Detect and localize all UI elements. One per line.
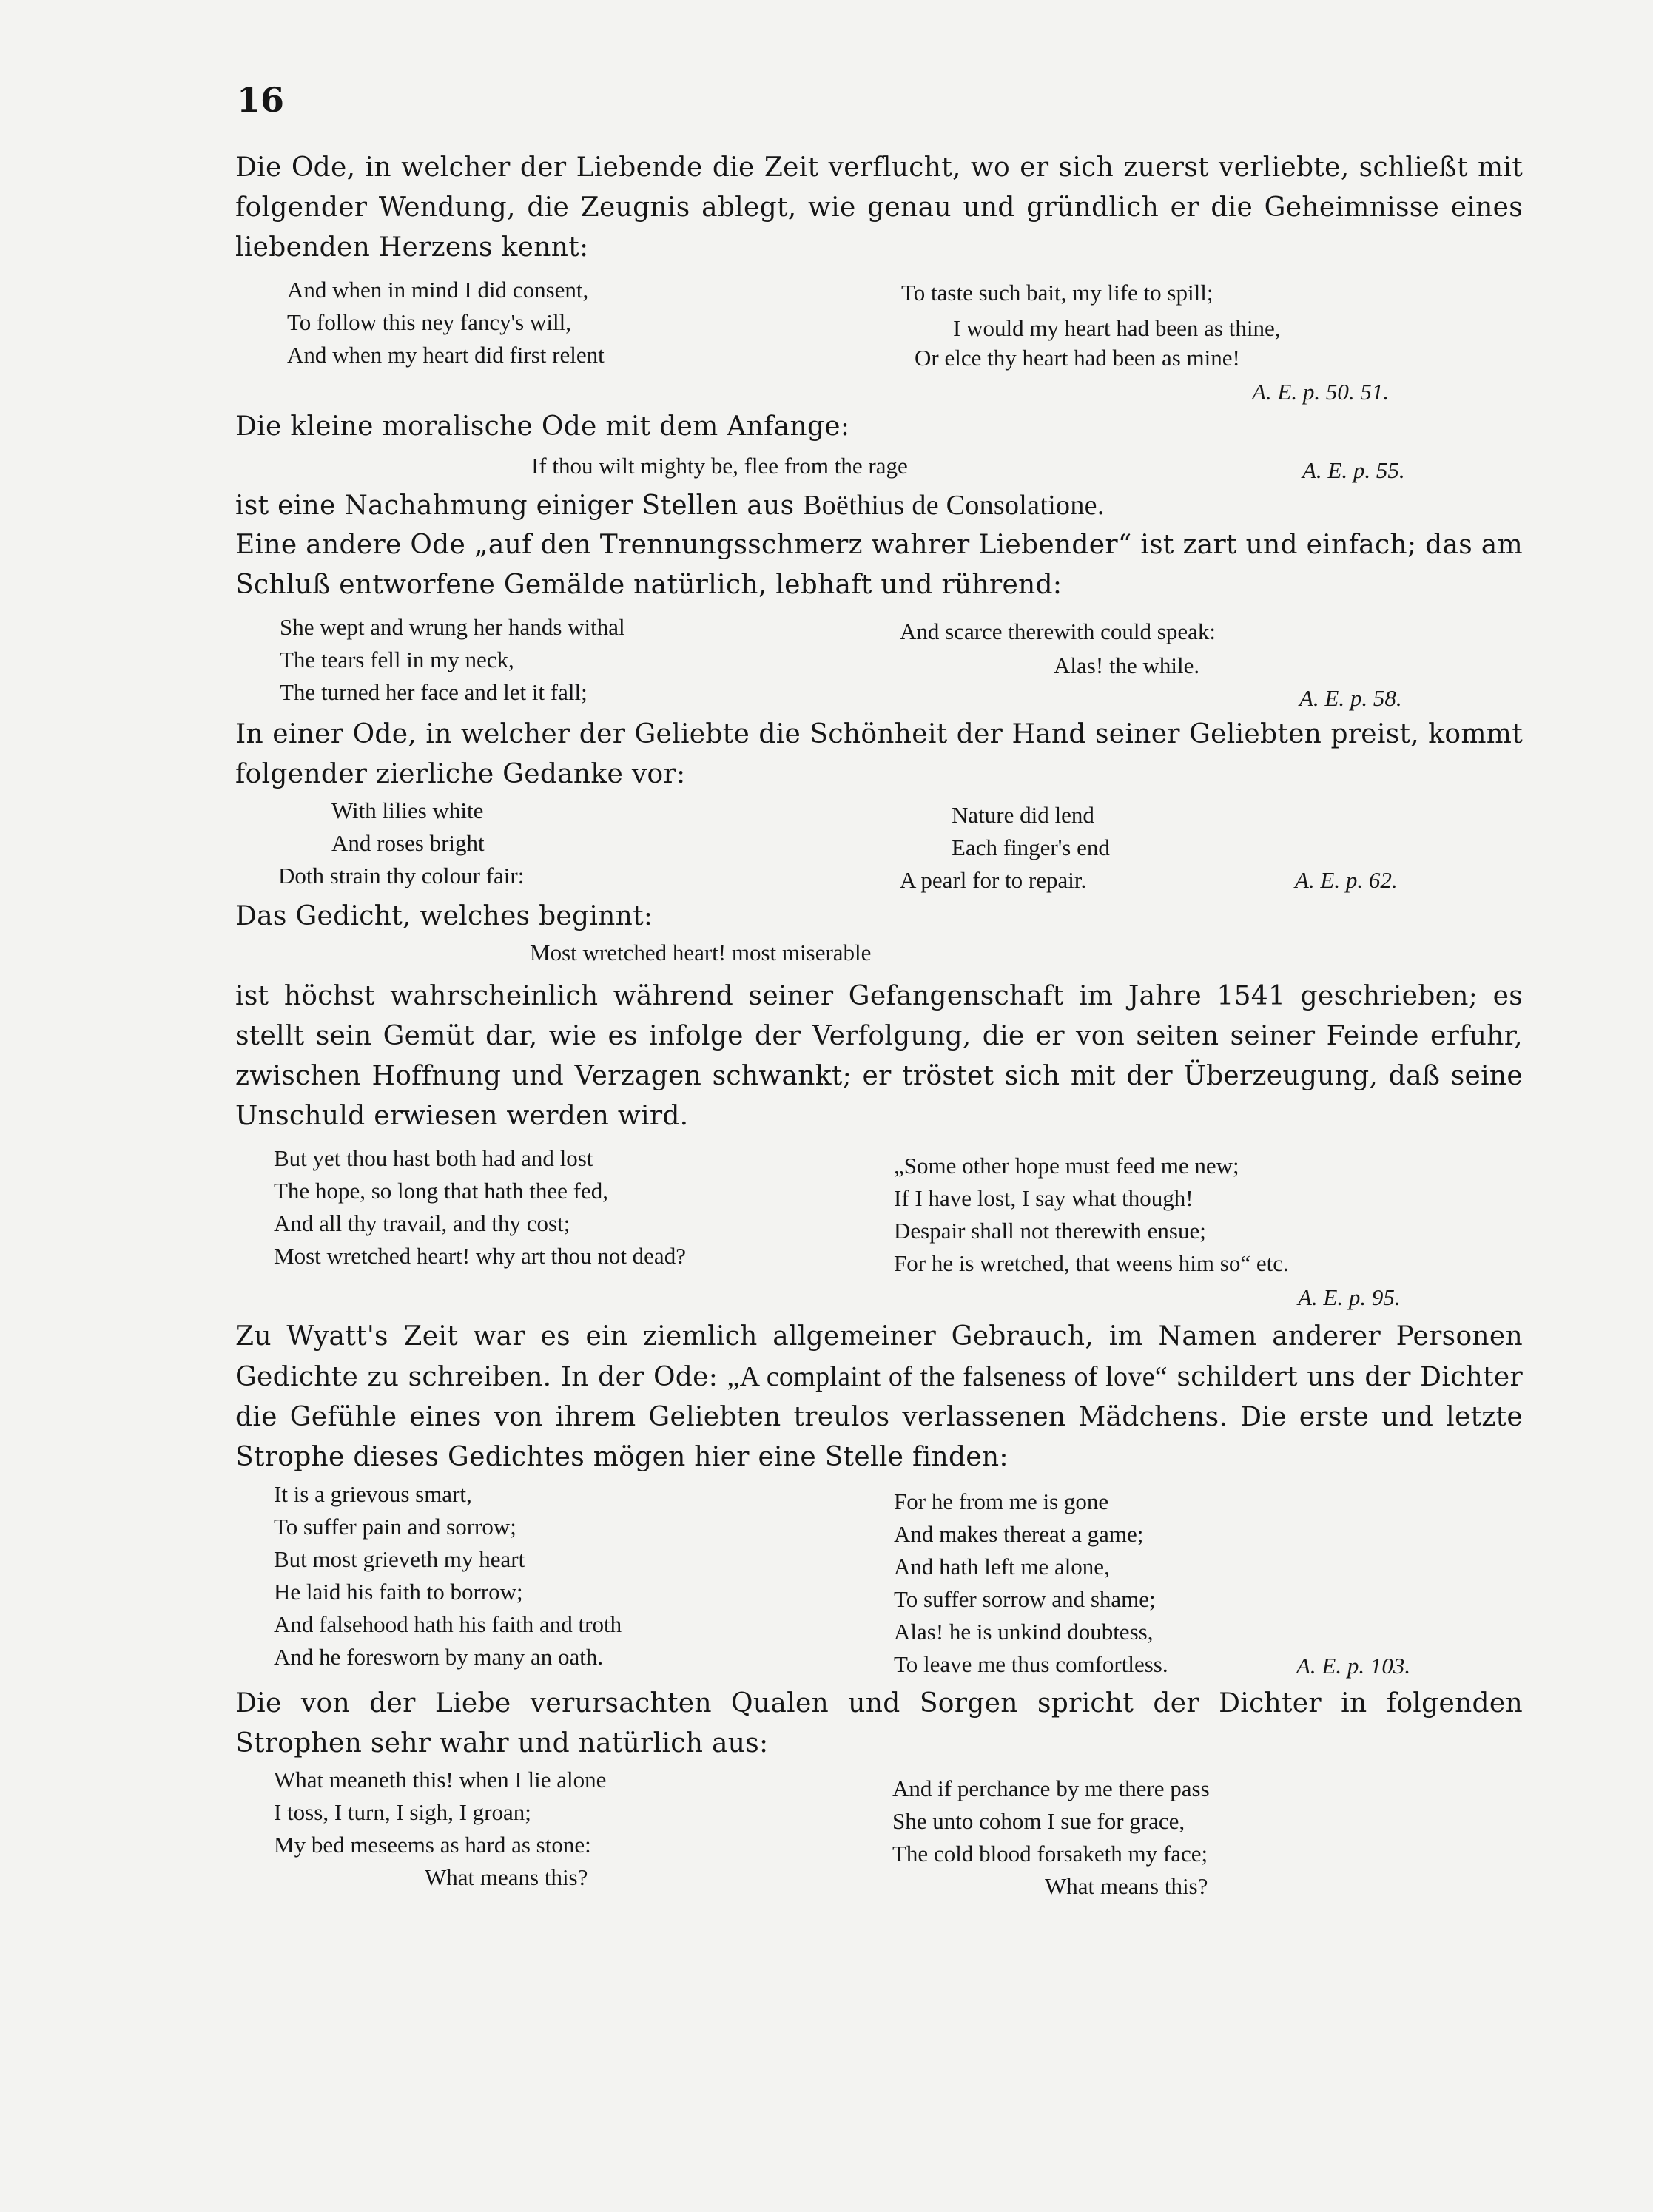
paragraph-1: Die Ode, in welcher der Liebende die Zeit verflucht, wo er sich zuerst verliebte, schließt mit folgender Wendung, die Zeugnis ablegt, wie genau und gründlich er die Geheimnisse eines liebenden Herzens kennt: (235, 152, 1523, 263)
verse-line: Alas! he is unkind doubtess, (894, 1619, 1154, 1645)
verse-line: Most wretched heart! why art thou not dead? (274, 1243, 686, 1269)
paragraph-text: Zu Wyatt's Zeit war es ein ziemlich allgemeiner Gebrauch, im Namen anderer Personen Gedichte zu schreiben. In der Ode: (235, 1321, 1523, 1392)
verse-line: To follow this ney fancy's will, (287, 309, 571, 335)
verse-line: And scarce therewith could speak: (900, 618, 1216, 644)
reference: A. E. p. 55. (1302, 457, 1405, 483)
verse-line: With lilies white (331, 798, 484, 823)
verse-line: And if perchance by me there pass (892, 1776, 1210, 1801)
verse-line: What meaneth this! when I lie alone (274, 1767, 607, 1793)
verse-line: Nature did lend (952, 802, 1094, 828)
paragraph-6: Das Gedicht, welches beginnt: (235, 901, 653, 931)
verse-line: And when my heart did first relent (287, 342, 605, 368)
paragraph-8 (235, 1317, 1523, 1477)
verse-line: To taste such bait, my life to spill; (901, 280, 1213, 306)
verse-line: It is a grievous smart, (274, 1481, 472, 1507)
verse-line: And hath left me alone, (894, 1554, 1110, 1579)
work-title: „A complaint of the falseness of love“ (727, 1361, 1168, 1392)
reference: A. E. p. 58. (1299, 685, 1402, 711)
verse-line: Most wretched heart! most miserable (530, 940, 872, 965)
verse-line: To leave me thus comfortless. (894, 1651, 1168, 1677)
verse-line: And when in mind I did consent, (287, 277, 589, 303)
verse-line: My bed meseems as hard as stone: (274, 1832, 591, 1858)
paragraph-text: schildert uns der Dichter die Gefühle eines von ihrem Geliebten treulos verlassenen Mädchens. Die erste und letzte Strophe dieses Gedichtes mögen hier eine Stelle finden: (235, 1362, 1523, 1472)
verse-line: The turned her face and let it fall; (280, 679, 588, 705)
verse-line: I toss, I turn, I sigh, I groan; (274, 1799, 531, 1825)
verse-line: But yet thou hast both had and lost (274, 1145, 593, 1171)
paragraph-4: Eine andere Ode „auf den Trennungsschmerz wahrer Liebender“ ist zart und einfach; das am Schluß entworfene Gemälde natürlich, lebhaft und rührend: (235, 530, 1523, 600)
verse-refrain: What means this? (1045, 1873, 1208, 1899)
paragraph-text: ist eine Nachahmung einiger Stellen aus (235, 490, 795, 521)
verse-line: She wept and wrung her hands withal (280, 614, 625, 640)
verse-line: And roses bright (331, 830, 485, 856)
verse-line: If I have lost, I say what though! (894, 1185, 1194, 1211)
verse-line: For he from me is gone (894, 1488, 1109, 1514)
verse-line: And all thy travail, and thy cost; (274, 1210, 570, 1236)
reference: A. E. p. 95. (1298, 1284, 1401, 1310)
verse-line: Each finger's end (952, 834, 1110, 860)
paragraph-7: ist höchst wahrscheinlich während seiner Gefangenschaft im Jahre 1541 geschrieben; es stellt sein Gemüt dar, wie es infolge der Verfolgung, die er von seiten seiner Feinde erfuhr, zwischen Hoffnung und Verzagen schwankt; er tröstet sich mit der Überzeugung, daß seine Unschuld erwiesen werden wird. (235, 981, 1523, 1131)
verse-line: „Some other hope must feed me new; (894, 1153, 1239, 1179)
verse-line: She unto cohom I sue for grace, (892, 1808, 1185, 1834)
reference: A. E. p. 50. 51. (1252, 379, 1390, 405)
paragraph-2: Die kleine moralische Ode mit dem Anfange: (235, 411, 850, 442)
verse-line: But most grieveth my heart (274, 1546, 525, 1572)
verse-line: And falsehood hath his faith and troth (274, 1611, 622, 1637)
page-number: 16 (237, 80, 285, 120)
reference: A. E. p. 103. (1296, 1653, 1411, 1679)
paragraph-9: Die von der Liebe verursachten Qualen und Sorgen spricht der Dichter in folgenden Strophen sehr wahr und natürlich aus: (235, 1688, 1523, 1759)
verse-line: And he foresworn by many an oath. (274, 1644, 604, 1670)
verse-line: He laid his faith to borrow; (274, 1579, 523, 1605)
verse-line: If thou wilt mighty be, flee from the rage (531, 453, 908, 479)
verse-line: Alas! the while. (1054, 653, 1200, 678)
verse-line: The hope, so long that hath thee fed, (274, 1178, 608, 1204)
work-title: Boëthius de Consolatione. (803, 490, 1105, 521)
verse-line: Or elce thy heart had been as mine! (915, 345, 1240, 371)
verse-line: Doth strain thy colour fair: (278, 863, 525, 888)
verse-line: To suffer pain and sorrow; (274, 1514, 516, 1540)
verse-line: The tears fell in my neck, (280, 647, 514, 672)
verse-line: The cold blood forsaketh my face; (892, 1841, 1208, 1867)
verse-line: Despair shall not therewith ensue; (894, 1218, 1206, 1244)
verse-line: To suffer sorrow and shame; (894, 1586, 1156, 1612)
paragraph-3 (235, 485, 1523, 526)
verse-line: And makes thereat a game; (894, 1521, 1144, 1547)
paragraph-5: In einer Ode, in welcher der Geliebte die Schönheit der Hand seiner Geliebten preist, kommt folgender zierliche Gedanke vor: (235, 719, 1523, 789)
verse-refrain: What means this? (425, 1864, 588, 1890)
verse-line: A pearl for to repair. (900, 867, 1087, 893)
verse-line: For he is wretched, that weens him so“ etc. (894, 1250, 1289, 1276)
verse-line: I would my heart had been as thine, (953, 315, 1281, 341)
reference: A. E. p. 62. (1295, 867, 1398, 893)
